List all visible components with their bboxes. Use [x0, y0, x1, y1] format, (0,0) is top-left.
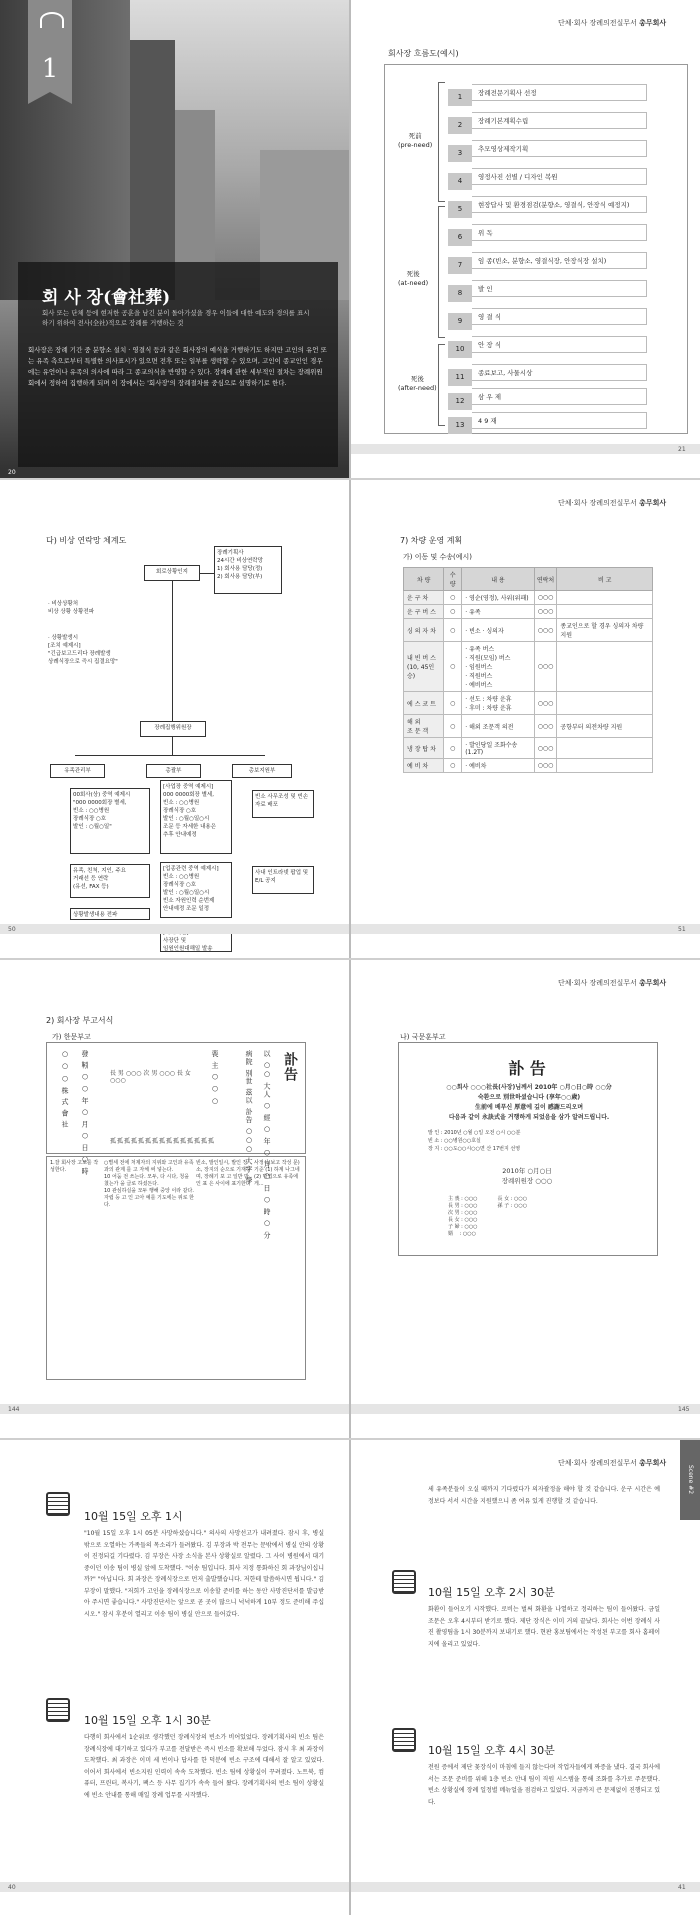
notice-col: ○ ○ ○ 株 式 會 社	[61, 1050, 69, 1129]
header-text: 단체·회사 장례의전실무서	[558, 499, 640, 507]
step-label: 영 결 식	[472, 308, 647, 325]
subsection-title: 가) 한문부고	[52, 1033, 91, 1041]
section-title: 다) 비상 연락망 체계도	[46, 536, 127, 545]
table-row	[404, 759, 653, 773]
table-cell: 예 비 차	[404, 759, 444, 773]
step-label: 위 독	[472, 224, 647, 241]
phase-name: 死後	[406, 270, 420, 278]
step-label: 장례기본계획수립	[472, 112, 647, 129]
notice-family: 主 喪 : ○○○ 長 女 : ○○○ 長 男 : ○○○ 孫 子 : ○○○ 次 男 : ○○○ 長 女 : ○○○ 子 婦 : ○○○ 婿 : ○○○	[448, 1196, 528, 1237]
node-center: 장례집행위원장	[140, 721, 206, 737]
step-label: 4 9 재	[472, 412, 647, 429]
subsection-title: 가) 이동 및 수송(예시)	[403, 553, 472, 561]
notice-col: 病院 別世 茲以 訃告 ○○○ 大字 學	[245, 1050, 253, 1185]
entry-time: 10월 15일 오후 1시	[84, 1510, 183, 1523]
entry-text: 다행히 회사에서 1순위로 생각했던 장례식장의 빈소가 비어있었다. 장례기획사의 빈소 팀은 장례식장에 대기하고 있다가 부고를 전달받은 즉시 빈소를 확보해 두었다. 잠시 후 최 과장이 도착했다. 최 과장은 이미 세 번이나 답사를 한 덕분에 빈소 구조에 대해서 잘 알고 있었다. 이어서 회사에서 빈소지원 인력이 속속 도착했다. 빈소 팀에 상황실이 꾸려졌다. 노트북, 컴퓨터, 프린터, 복사기, 팩스 등 사무 집기가 속속 들어 왔다. 장례기획사의 빈소 팀이 상황실에 빈소 안내를 통해 매일 장례 업무를 시작했다.	[84, 1734, 324, 1799]
step-number: 1	[448, 89, 472, 106]
flow-step	[448, 224, 647, 243]
node-col2: 총괄부	[146, 764, 201, 778]
node-c1c: 상황발생내용 전파	[70, 908, 150, 920]
note-col: 빈소, 발인일시, 발인 장소, 장지의 순으로 기재하며, 장례기 포 고 일반 반인 표 은 사이에 표기한다	[196, 1160, 251, 1187]
calendar-icon	[392, 1570, 416, 1594]
step-number: 6	[448, 229, 472, 246]
step-label: 삼 우 제	[472, 388, 647, 405]
step-number: 10	[448, 341, 472, 358]
chapter-number: 1	[41, 54, 59, 84]
phase-bracket	[438, 206, 445, 338]
notice-line: 生前에 베푸신 厚意에 깊이 感謝드리오며	[474, 1104, 584, 1111]
step-label: 종료보고, 사물시상	[472, 364, 647, 381]
step-number: 7	[448, 257, 472, 274]
notice-title: 訃 告	[508, 1059, 546, 1078]
table-cell: ○	[444, 715, 462, 738]
table-cell: 종교인으로 할 경우 싱의자 차량 지원	[557, 619, 653, 642]
table-cell: 운 구 버 스	[404, 605, 444, 619]
node-c2b: [업종관련 중역 예제시] 빈소 : ○○병원 장례식장 ○호 발인 : ○월○일○시 빈소 자원인력 순번제 안내예정 조문 일정	[160, 862, 232, 918]
step-number: 8	[448, 285, 472, 302]
node-c1a: 00회사(상) 중역 예제시 "000 0000회장 별세, 빈소 : ○○병원 장례식장 ○호 발인 : ○월○일"	[70, 788, 150, 854]
table-cell: 에 스 코 트	[404, 692, 444, 715]
spread-3	[0, 960, 700, 1438]
flow-step	[448, 196, 647, 215]
node-top-right: 장례기획사 24시간 비상연락망 1) 회사용 담당(정) 2) 회사용 담당(부)	[214, 546, 282, 594]
phase-label	[398, 270, 428, 288]
page-number: 145	[678, 1406, 690, 1413]
page-number: 41	[678, 1884, 686, 1891]
node-c2a: [사업장 중역 예제시] 000 0000회장 별세, 빈소 : ○○병원 장례식장 ○호 발인 : ○월○일○시 조문 등 자세한 내용은 추후 안내예정	[160, 780, 232, 854]
table-cell: 운 구 차	[404, 591, 444, 605]
column-header: 수 량	[444, 568, 462, 591]
entry-time: 10월 15일 오후 2시 30분	[428, 1586, 555, 1599]
running-header	[558, 978, 666, 988]
notice-col: 喪 主 ○ ○ ○	[211, 1050, 219, 1106]
table-cell: ○○○	[534, 738, 557, 759]
step-label: 장례전문기획사 선정	[472, 84, 647, 101]
calendar-icon	[392, 1728, 416, 1752]
notice-info: 장 지 : ○○도○○시○○면 산 17번지 선영	[428, 1146, 521, 1152]
intro-text: 세 유족분들이 오실 때까지 기다렸다가 의자괄정을 해야 할 것 같습니다. 운구 시간은 예정보다 서서 시간을 지원했으니 좀 여유 있게 진행할 것 같습니다.	[428, 1486, 660, 1505]
column-header: 비 고	[557, 568, 653, 591]
footer-bar	[0, 1404, 349, 1414]
node-col1: 유족관리부	[50, 764, 105, 778]
spread-1	[0, 0, 700, 478]
table-cell	[557, 605, 653, 619]
table-cell: · 예비차	[462, 759, 534, 773]
table-cell	[557, 759, 653, 773]
phase-label	[398, 132, 432, 150]
running-header	[558, 498, 666, 508]
vehicle-table	[403, 567, 653, 773]
step-label: 발 인	[472, 280, 647, 297]
footer-bar	[351, 924, 700, 934]
table-row	[404, 692, 653, 715]
chapter-badge	[28, 0, 72, 92]
flow-step	[448, 364, 647, 383]
table-cell	[557, 692, 653, 715]
table-cell: 해 외 조 문 객	[404, 715, 444, 738]
scene-tab: Scene #2	[680, 1440, 700, 1520]
notice-committee: 장례위원장 ○○○	[501, 1177, 553, 1185]
note-col: 1.잘 회사장 고로를 작성한다.	[50, 1160, 99, 1173]
footer-bar	[351, 444, 700, 454]
header-text: 단체·회사 장례의전실무서	[558, 1459, 640, 1467]
phase-name: 死後	[410, 375, 424, 383]
flow-step	[448, 252, 647, 271]
table-cell: ○	[444, 591, 462, 605]
table-cell: ○	[444, 759, 462, 773]
gutter	[349, 1440, 351, 1915]
table-cell: 공항부터 의전차량 지원	[557, 715, 653, 738]
table-cell: ○○○	[534, 715, 557, 738]
table-body	[404, 591, 653, 773]
table-cell: · 발인당일 조화수송(1.2T)	[462, 738, 534, 759]
step-number: 2	[448, 117, 472, 134]
node-c3a: 빈소 사무조성 및 빈손 자료 배포	[252, 790, 314, 818]
table-cell	[557, 591, 653, 605]
flow-step	[448, 84, 647, 103]
flow-step	[448, 140, 647, 159]
table-cell: ○○○	[534, 619, 557, 642]
table-cell: · 선도 : 차량 운휴 · 후미 : 차량 운휴	[462, 692, 534, 715]
table-row	[404, 715, 653, 738]
page-number: 51	[678, 926, 686, 933]
phase-bracket	[438, 344, 445, 426]
footer-bar	[0, 924, 349, 934]
header-brand: 총무회사	[639, 979, 667, 987]
notice-line: 다음과 같이 永訣式을 거행하게 되었음을 삼가 알려드립니다.	[448, 1114, 610, 1121]
lotus-icon	[40, 12, 64, 28]
table-cell: · 빈소 · 싱의자	[462, 619, 534, 642]
flow-step	[448, 412, 647, 431]
edge	[172, 737, 173, 755]
notice-col: 發 靷 ○ ○ 年 ○ 月 ○ 日 ○ 時	[81, 1050, 89, 1176]
entry-text: 화환이 들어오기 시작했다. 로비는 벌써 화환을 나열하고 정리하는 팀이 들어왔다. 금일 조문은 오후 4시부터 받기로 했다. 제단 장식은 이미 거의 끝났다. 회사는 이번 장례식 사진 촬영팀을 1시 30분까지 보내기로 했다. 현판 홍보팀에서는 작성된 부고를 회사 홈페이지에 올리고 있었다.	[428, 1606, 660, 1648]
phase-label	[398, 375, 437, 393]
page-number: 144	[8, 1406, 20, 1413]
page-number: 21	[678, 446, 686, 453]
notice-line: 숙환으로 別世하셨습니다 (享年○○歲)	[477, 1094, 581, 1101]
step-number: 3	[448, 145, 472, 162]
footer-bar	[0, 1882, 349, 1892]
table-cell: ○○○	[534, 605, 557, 619]
notice-names: 長 男 ○○○ 次 男 ○○○ 長 女 ○○○	[110, 1070, 191, 1084]
node-c1b: 유족, 친척, 지인, 주요 거래선 등 연락 (유선, FAX 등)	[70, 864, 150, 898]
note-col: ○별세 전에 처제자의 지위와 고인과 유족과의 관계 를 고 자체 써 넣는다. 10 어둠 전 쓰는다. 모두, 다 시다, 청을 쳤는가 을 글로 하셨든다. 10 관심하실을 모두 행해 중앙 이라 같다. 자립 등 고 인 고아 예를 기도에는 위로 한다.	[104, 1160, 194, 1208]
column-header: 연락처	[534, 568, 557, 591]
calendar-icon	[46, 1698, 70, 1722]
note-col: 사정식(보고 작성 문) 기준 (1) 하계 나그네 (2) 방법으로 유족에게...	[254, 1160, 300, 1187]
table-cell	[557, 738, 653, 759]
notice-info: 발 인 : 2010년 ○월 ○일 오전 ○시 ○○분	[428, 1130, 521, 1136]
header-text: 단체·회사 장례의전실무서	[558, 19, 640, 27]
table-cell: ○	[444, 692, 462, 715]
running-header	[558, 18, 666, 28]
header-brand: 총무회사	[639, 19, 667, 27]
edge	[172, 581, 173, 721]
step-label: 영정사진 선별 / 디자인 복원	[472, 168, 647, 185]
table-header-row	[404, 568, 653, 591]
edge	[200, 573, 214, 574]
column-header: 차 량	[404, 568, 444, 591]
step-label: 추모영상제작기획	[472, 140, 647, 157]
step-number: 11	[448, 369, 472, 386]
step-label: 현장답사 및 환경점검(분향소, 영결식, 안장식 예정지)	[472, 196, 647, 213]
section-title: 7) 차량 운영 계획	[400, 536, 463, 545]
table-row	[404, 619, 653, 642]
entry-text: "10월 15일 오후 1시 05분 사망하셨습니다." 의사의 사망선고가 내려졌다. 잠시 후, 병실 밖으로 오열하는 가족들의 목소리가 들려왔다. 김 부장과 박 전무는 문밖에서 병실 안의 상황이 진정되길 기다렸다. 김 부장은 사장 소식을 본사 상황실로 알렸다. 그 사이 병원에서 대기 중이던 이송 팀이 병실 앞에 도착했다. "이송 팀입니다. 회사 지정 통화하신 회 과장님이십니까?" "아닙니다. 회 과장은 장례식장으로 먼저 출발했습니다. 저한테 말씀하시면 됩니다." 김 부장이 말했다. "저희가 고인을 장례식장으로 이송할 준비를 하는 동안 사망진단서를 발급받아 주시면 좋습니다." 사망진단서는 앞으로 곧 곳이 많으니 넉넉하게 10부 정도 준비해 주십시오." 잠시 후분이 열리고 이송 팀이 병실 안으로 들어갔다.	[84, 1530, 324, 1618]
table-cell: ○○○	[534, 642, 557, 692]
node-left-mid: · 상황발생시 [조치 예제시] "긴급보고드리다 장례발생 상례식장으로 즉시 집결요망"	[46, 632, 146, 682]
table-cell: ○○○	[534, 692, 557, 715]
node-col3: 총보지원부	[232, 764, 292, 778]
footer-bar	[0, 468, 349, 478]
step-number: 9	[448, 313, 472, 330]
phase-name: 死前	[408, 132, 422, 140]
flow-title: 회사장 흐름도(예시)	[388, 49, 459, 58]
header-brand: 총무회사	[639, 1459, 667, 1467]
step-number: 5	[448, 201, 472, 218]
phase-en: (after-need)	[398, 384, 437, 392]
column-header: 내 용	[462, 568, 534, 591]
header-text: 단체·회사 장례의전실무서	[558, 979, 640, 987]
flow-step	[448, 388, 647, 407]
flow-step	[448, 168, 647, 187]
notice-info: 빈 소 : ○○병원○○호실	[428, 1138, 481, 1144]
subsection-title: 나) 국문훈부고	[400, 1033, 446, 1041]
gutter	[349, 960, 351, 1438]
notice-line: ○○회사 ○○○社長(사장)님께서 2010年 ○月○日○時 ○○分	[446, 1084, 612, 1091]
entry-text: 전원 증에서 제단 꽃장식이 마침에 들지 않는다며 작업자들에게 짜증을 냈다. 결국 회사에서는 조문 준비를 위해 1층 빈소 안내 팀이 직원 시스템을 통해 조화를 추가로 주문했다. 빈소 상황실에 장례 일정별 메뉴얼을 점검하고 있었다. 지금까지 큰 문제없이 진행되고 있다.	[428, 1764, 660, 1806]
building-mid	[130, 40, 175, 300]
gutter	[349, 480, 351, 958]
calendar-icon	[46, 1492, 70, 1516]
notice-title: 訃告	[282, 1052, 298, 1082]
spread-4	[0, 1440, 700, 1915]
table-row	[404, 642, 653, 692]
table-cell: ○	[444, 619, 462, 642]
flow-step	[448, 280, 647, 299]
intro-body: 회사장은 장례 기간 중 분향소 설치 · 영결식 등과 같은 회사장의 예식을 거행하기도 하지만 고인의 유언 또는 유족 측으로부터 특별한 의사표시가 있으면 전후 또는 일부를 생략할 수 있으며, 고인이 종교인인 경우에는 유언이나 유족의 의사에 따라 그 종교의식을 반영할 수 있다. 장례에 관한 세부적인 절차는 장례위원회에서 정하여 집행하게 되며 이 장에서는 '회사장'의 장례절차를 중심으로 설명하기로 한다.	[28, 346, 327, 387]
step-number: 4	[448, 173, 472, 190]
spread-2	[0, 480, 700, 958]
gutter	[349, 0, 351, 478]
notice-date: 2010年 ○月○日	[502, 1167, 552, 1175]
step-number: 12	[448, 393, 472, 410]
phase-en: (pre-need)	[398, 141, 433, 149]
notice-family-row: 孤孤孤孤孤孤孤孤孤孤孤孤孤孤孤	[110, 1138, 216, 1145]
step-label: 안 장 식	[472, 336, 647, 353]
section-title: 2) 회사장 부고서식	[46, 1016, 114, 1025]
flow-step	[448, 308, 647, 327]
flow-step	[448, 336, 647, 355]
table-cell: ○	[444, 738, 462, 759]
notice-col: 以 ○○ 大人 ○ 經 ○ 年 ○ 月 ○ 日 ○ 時 ○ 分	[263, 1050, 271, 1240]
page-number: 40	[8, 1884, 16, 1891]
table-cell: · 유족 버스 · 직원(모임) 버스 · 임원버스 · 직원버스 · 예비버스	[462, 642, 534, 692]
entry-time: 10월 15일 오후 4시 30분	[428, 1744, 555, 1757]
table-cell: ○	[444, 642, 462, 692]
table-cell	[557, 642, 653, 692]
edge	[75, 755, 265, 756]
table-cell: ○	[444, 605, 462, 619]
footer-bar	[351, 1882, 700, 1892]
table-cell: 내 빈 버 스 (10, 45인승)	[404, 642, 444, 692]
entry-time: 10월 15일 오후 1시 30분	[84, 1714, 211, 1727]
footer-bar	[351, 1404, 700, 1414]
page-title: 회 사 장(會社葬)	[42, 288, 171, 308]
flow-step	[448, 112, 647, 131]
node-c2c: 사장단 및 임원인원대해일 발송	[160, 926, 232, 952]
step-label: 임 종(빈소, 분향소, 영결식장, 안장식장 설치)	[472, 252, 647, 269]
table-row	[404, 591, 653, 605]
phase-bracket	[438, 82, 445, 202]
node-top: 회로상황인지	[144, 565, 200, 581]
table-cell: · 유족	[462, 605, 534, 619]
node-left-top: · 비상상황처 비상 상황 상황전파	[46, 598, 126, 626]
table-cell: · 영순(영정), 사위(위패)	[462, 591, 534, 605]
table-cell: ○○○	[534, 591, 557, 605]
table-cell: ○○○	[534, 759, 557, 773]
phase-en: (at-need)	[398, 279, 429, 287]
step-number: 13	[448, 417, 472, 434]
table-row	[404, 738, 653, 759]
node-c3b: 사내 인트라넷 팝업 및 E/L 공지	[252, 866, 314, 894]
page-number: 20	[8, 469, 16, 476]
page-subtitle: 회사 또는 단체 등에 현저한 공훈을 남긴 분이 돌아가셨을 경우 이들에 대한 예도와 경의를 표시하기 위하여 전사(全社)적으로 장례를 거행하는 것	[42, 309, 310, 327]
page-number: 50	[8, 926, 16, 933]
running-header	[558, 1458, 666, 1468]
table-row	[404, 605, 653, 619]
table-cell: 싱 의 자 차	[404, 619, 444, 642]
table-cell: 냉 장 탑 차	[404, 738, 444, 759]
table-cell: · 해외 조문객 의전	[462, 715, 534, 738]
header-brand: 총무회사	[639, 499, 667, 507]
